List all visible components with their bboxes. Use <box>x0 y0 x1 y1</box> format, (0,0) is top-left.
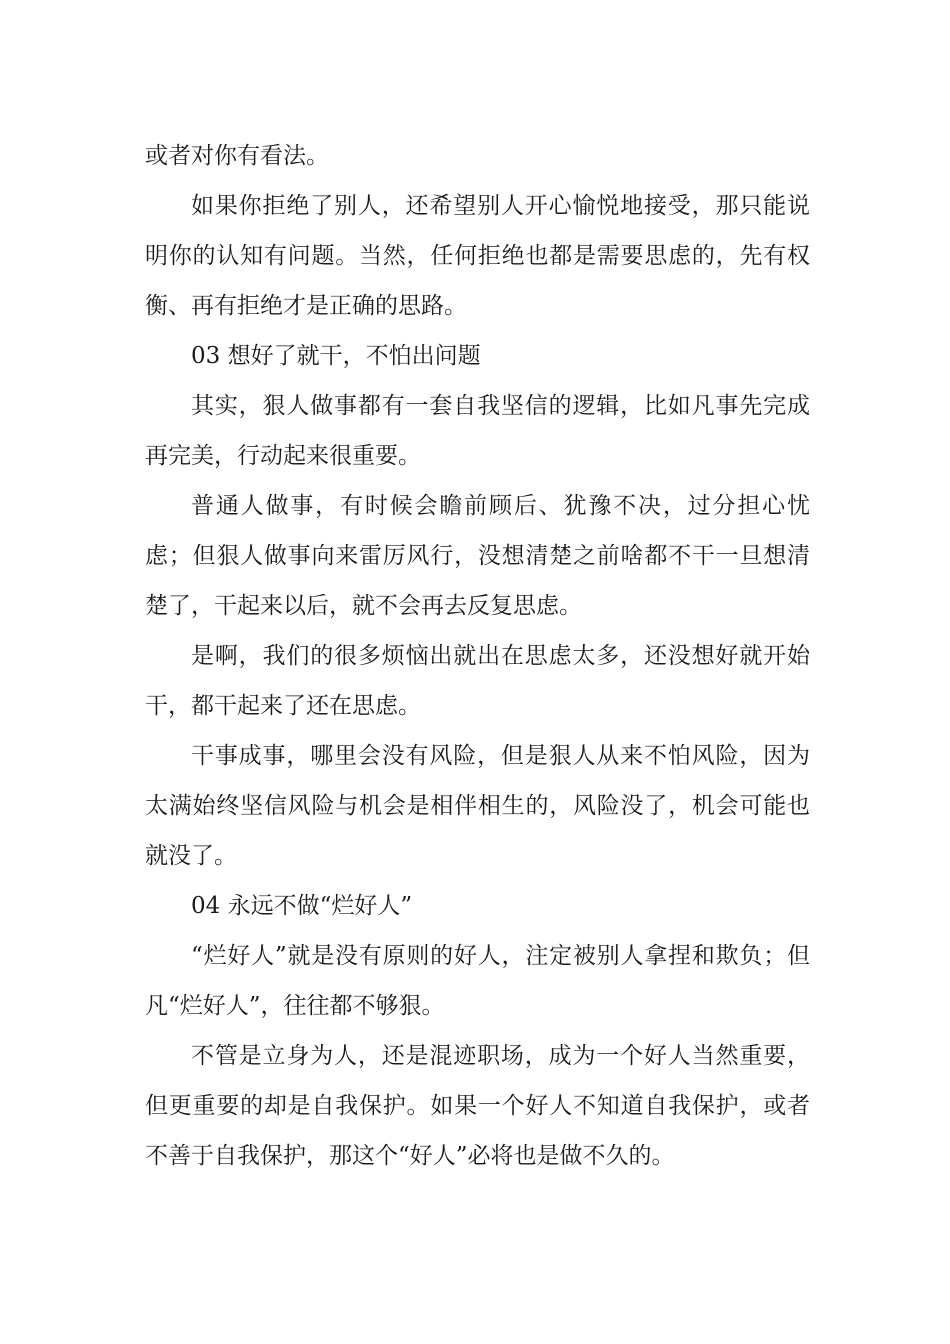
document-body <box>145 131 810 1181</box>
paragraph-refusal: 如果你拒绝了别人，还希望别人开心愉悦地接受，那只能说明你的认知有问题。当然，任何拒绝也都是需要思虑的，先有权衡、再有拒绝才是正确的思路。 <box>145 193 810 319</box>
section-heading-03: 03 想好了就干，不怕出问题 <box>191 343 481 369</box>
paragraph-nice-person: “烂好人”就是没有原则的好人，注定被别人拿捏和欺负；但凡“烂好人”，往往都不够狠。 <box>145 943 810 1019</box>
paragraph-continuation: 或者对你有看法。 <box>145 143 329 169</box>
paragraph-ordinary-people: 普通人做事，有时候会瞻前顾后、犹豫不决，过分担心忧虑；但狠人做事向来雷厉风行，没想清楚之前啥都不干一旦想清楚了，干起来以后，就不会再去反复思虑。 <box>145 493 810 619</box>
paragraph-worries: 是啊，我们的很多烦恼出就出在思虑太多，还没想好就开始干，都干起来了还在思虑。 <box>145 643 810 719</box>
paragraph-self-protection: 不管是立身为人，还是混迹职场，成为一个好人当然重要，但更重要的却是自我保护。如果一个好人不知道自我保护，或者不善于自我保护，那这个“好人”必将也是做不久的。 <box>145 1043 810 1169</box>
paragraph-risk: 干事成事，哪里会没有风险，但是狠人从来不怕风险，因为太满始终坚信风险与机会是相伴相生的，风险没了，机会可能也就没了。 <box>145 743 810 869</box>
paragraph-logic: 其实，狠人做事都有一套自我坚信的逻辑，比如凡事先完成再完美，行动起来很重要。 <box>145 393 810 469</box>
section-heading-04: 04 永远不做“烂好人” <box>191 893 413 919</box>
